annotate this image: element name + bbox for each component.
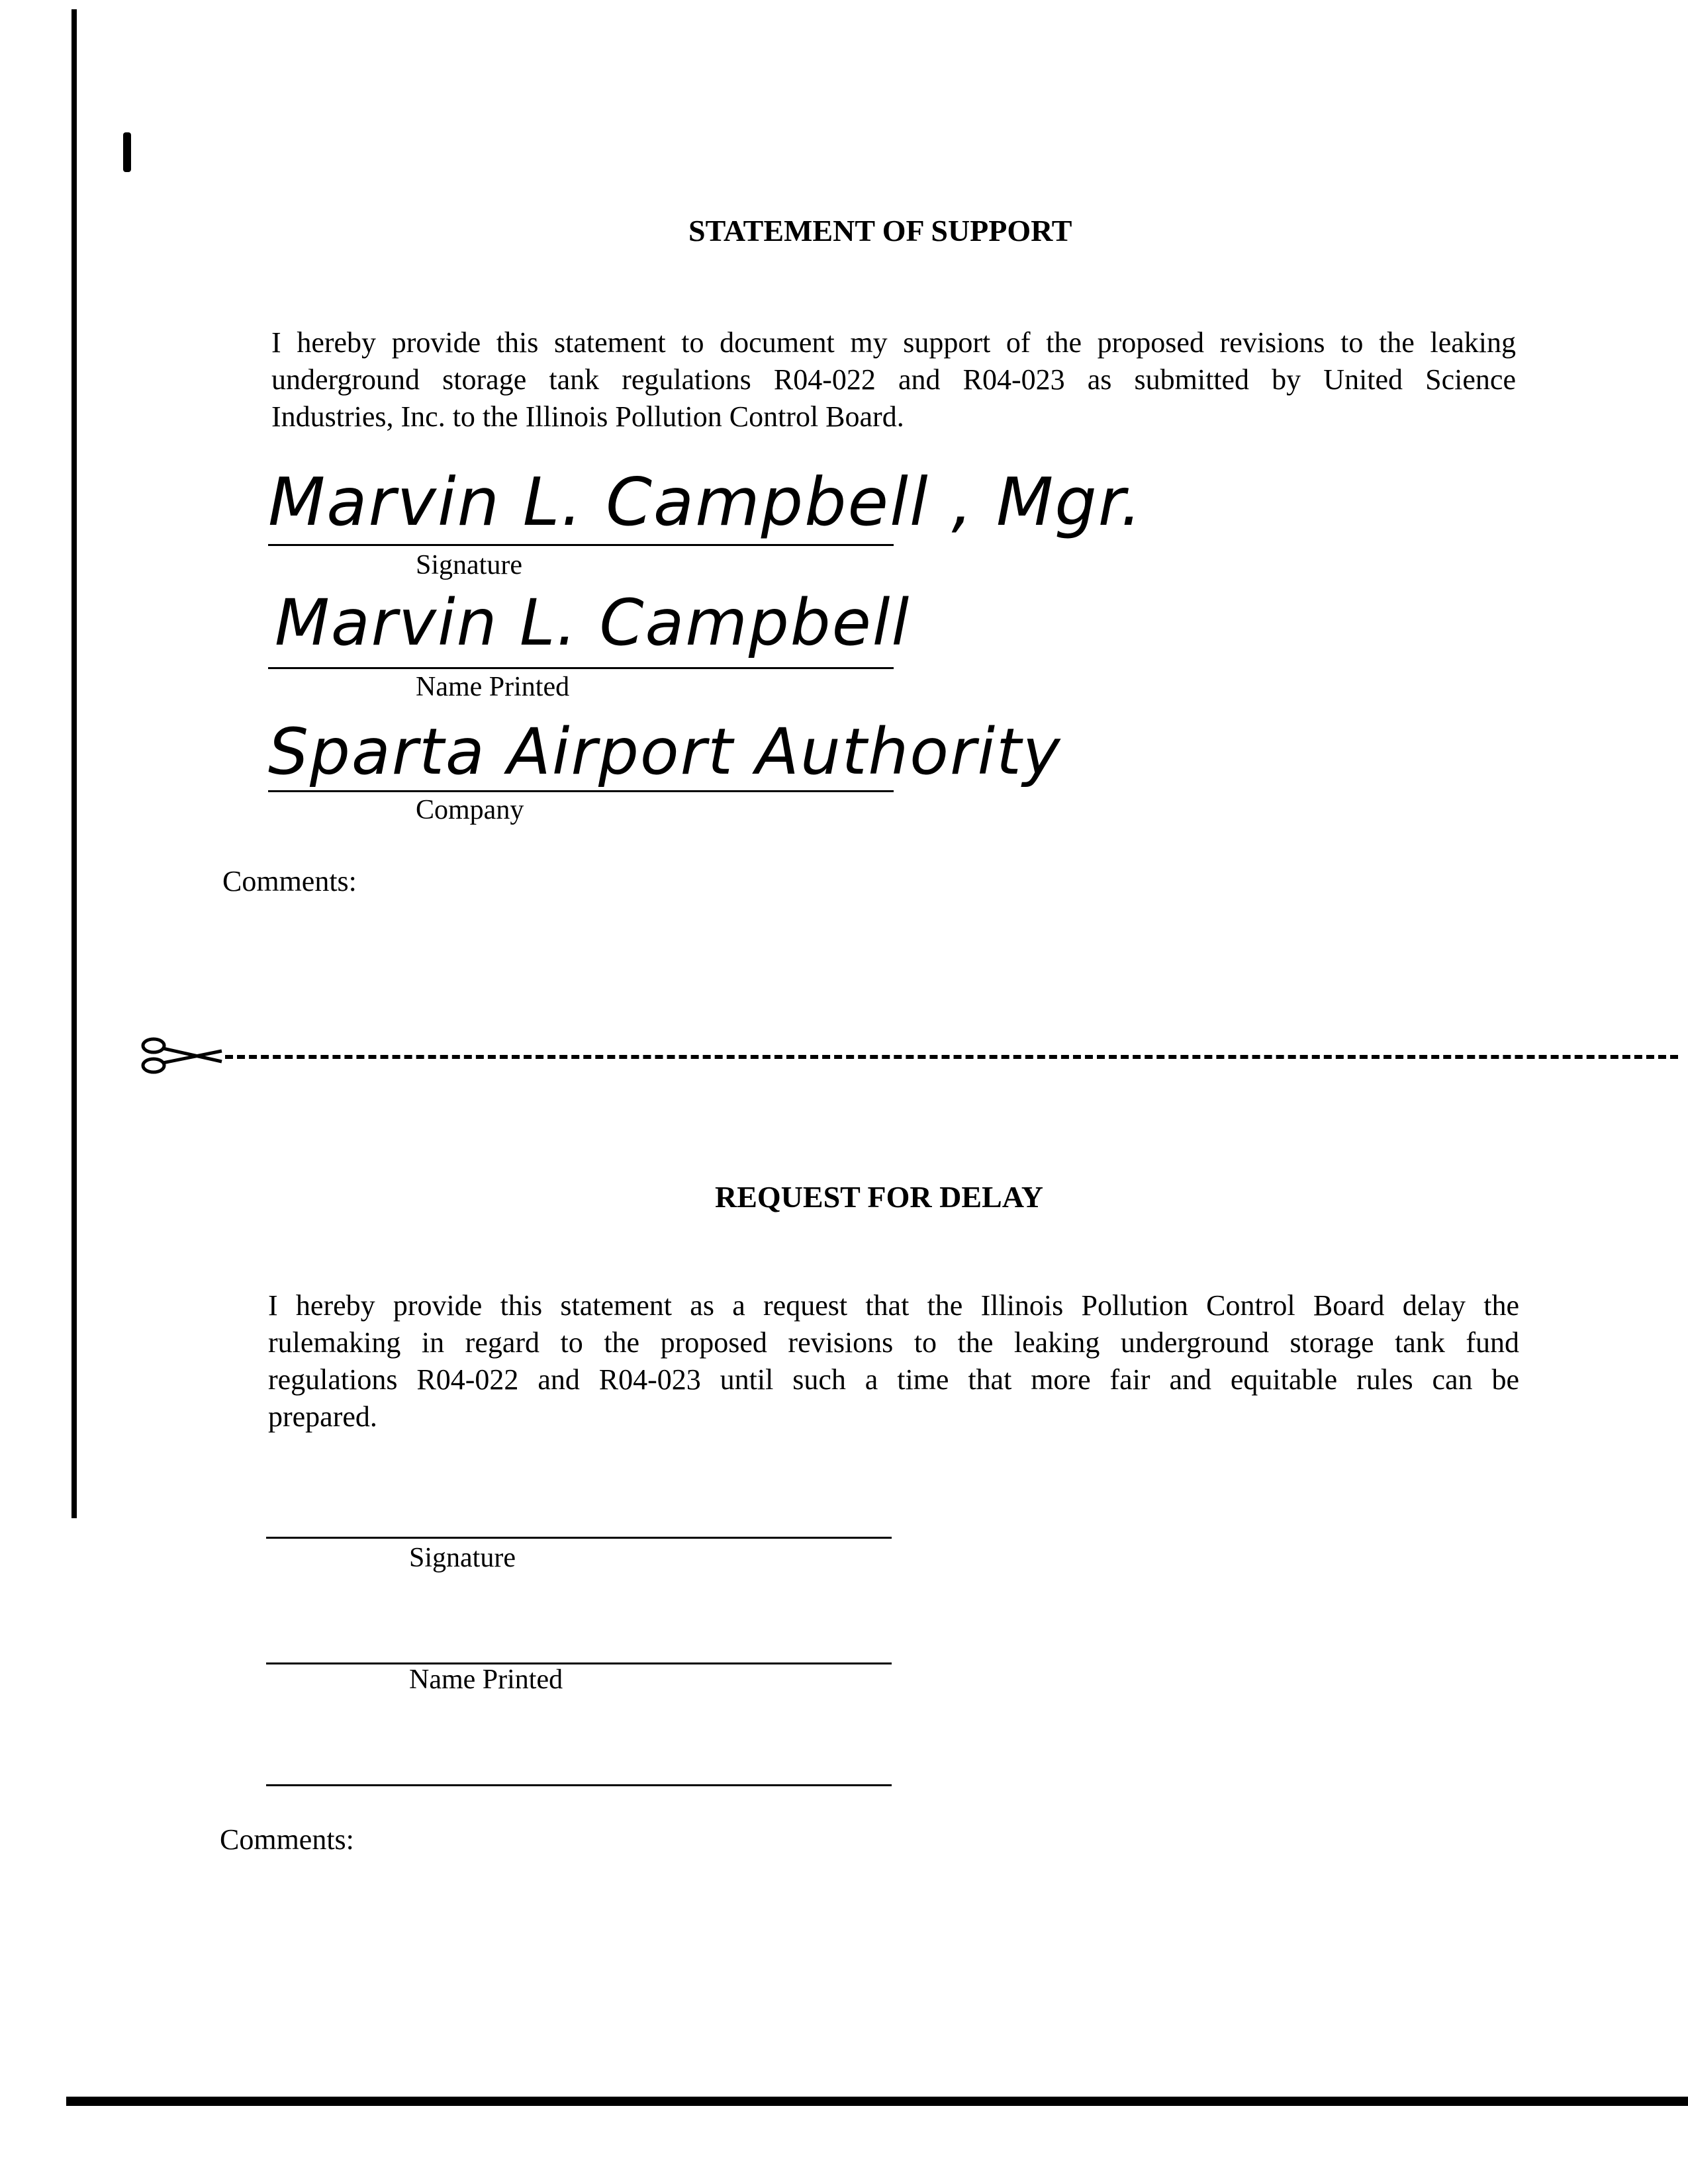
delay-extra-line[interactable] <box>266 1784 892 1786</box>
handwritten-signature: Marvin L. Campbell , Mgr. <box>268 463 1143 541</box>
delay-paragraph-line-2: rulemaking in regard to the proposed revisions to the leaking underground storage tank fund <box>268 1326 1519 1359</box>
handwritten-company: Sparta Airport Authority <box>268 715 1062 789</box>
delay-paragraph-line-4: prepared. <box>268 1400 377 1433</box>
delay-name-line[interactable] <box>266 1662 892 1664</box>
delay-comments-label: Comments: <box>220 1823 354 1856</box>
handwritten-name: Marvin L. Campbell <box>275 586 911 660</box>
bottom-rule <box>66 2097 1688 2106</box>
support-company-label: Company <box>416 795 524 825</box>
delay-title: REQUEST FOR DELAY <box>715 1180 1043 1214</box>
support-title: STATEMENT OF SUPPORT <box>688 214 1072 248</box>
delay-paragraph-line-1: I hereby provide this statement as a request that the Illinois Pollution Control Board delay the <box>268 1289 1519 1322</box>
support-paragraph-line-2: underground storage tank regulations R04-022 and R04-023 as submitted by United Science <box>271 363 1516 396</box>
delay-signature-label: Signature <box>409 1543 516 1573</box>
support-company-line <box>268 790 894 792</box>
scan-mark <box>123 132 131 172</box>
support-paragraph-line-1: I hereby provide this statement to document my support of the proposed revisions to the leaking <box>271 326 1516 359</box>
support-paragraph-line-3: Industries, Inc. to the Illinois Pollution Control Board. <box>271 400 904 433</box>
delay-signature-line[interactable] <box>266 1537 892 1539</box>
support-signature-label: Signature <box>416 550 522 580</box>
support-comments-label: Comments: <box>222 865 357 897</box>
delay-name-label: Name Printed <box>409 1664 563 1695</box>
support-name-line <box>268 667 894 669</box>
delay-paragraph-line-3: regulations R04-022 and R04-023 until such a time that more fair and equitable rules can be <box>268 1363 1519 1396</box>
support-signature-line <box>268 544 894 546</box>
scissors-icon <box>139 1032 225 1079</box>
left-margin-bar <box>71 9 77 1518</box>
support-name-label: Name Printed <box>416 672 570 702</box>
cut-line <box>225 1055 1678 1059</box>
